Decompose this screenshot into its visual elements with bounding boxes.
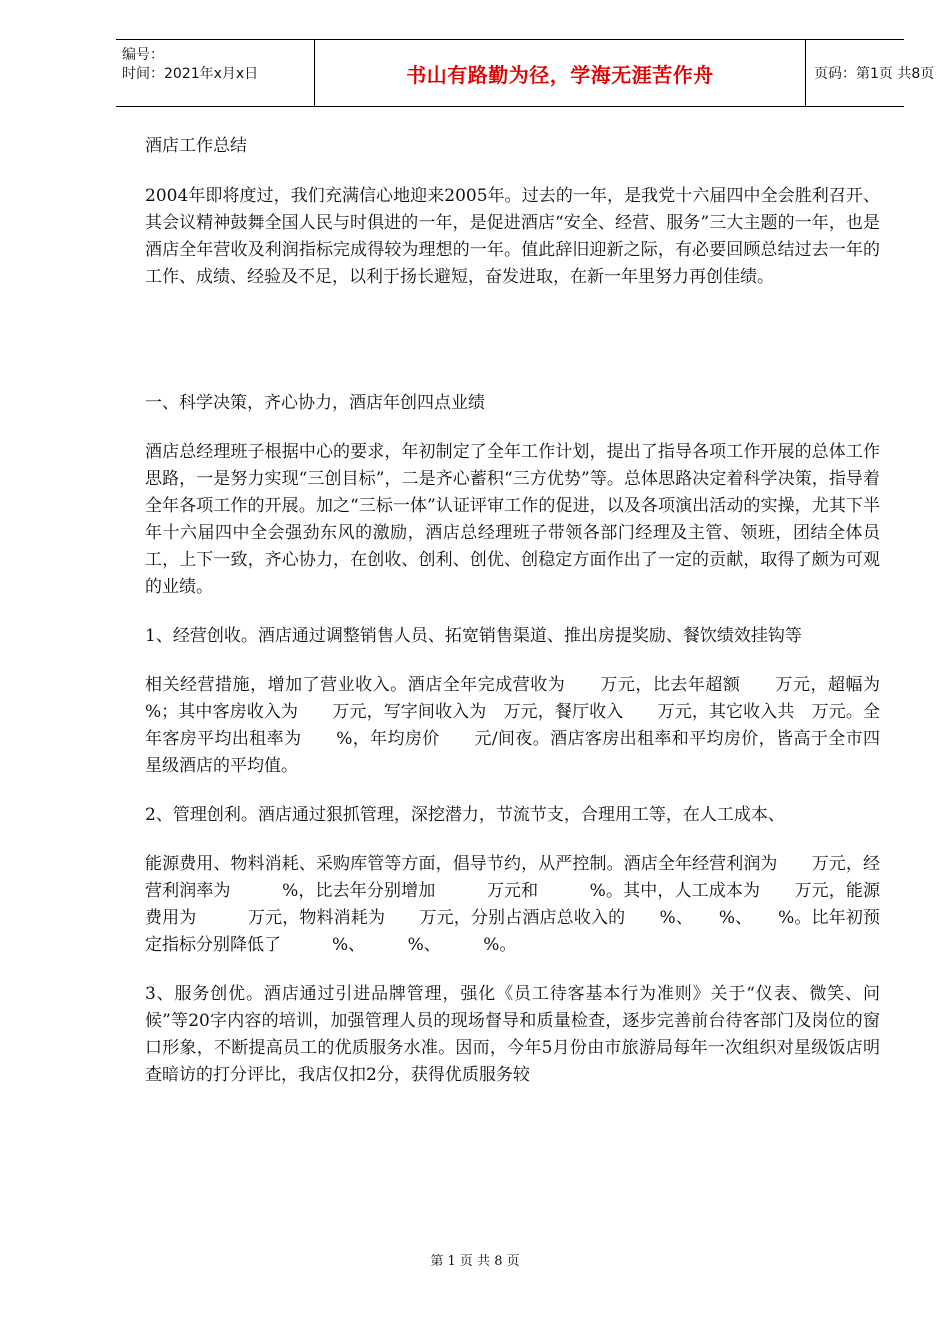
- page-footer: [0, 1250, 950, 1269]
- item1-paragraph: 相关经营措施，增加了营业收入。酒店全年完成营收为 万元，比去年超额 万元，超幅为 %；其中客房收入为 万元，写字间收入为 万元，餐厅收入 万元，其它收入共 万元。全年客房平均出租率为 %，年均房价 元/间夜。酒店客房出租率和平均房价，皆高于全市四星级酒店的平均值。: [145, 675, 897, 776]
- document-body: [145, 133, 897, 1089]
- time-label: 时间：2021年x月x日: [122, 66, 259, 82]
- document-title: 酒店工作总结: [145, 136, 247, 156]
- page-info-text: 页码：第1页 共8页: [814, 66, 935, 82]
- serial-label: 编号：: [122, 47, 164, 63]
- document-header: [116, 39, 935, 107]
- header-motto: 书山有路勤为径，学海无涯苦作舟: [406, 62, 714, 87]
- item2-heading: 2、管理创利。酒店通过狠抓管理，深挖潜力，节流节支，合理用工等，在人工成本、: [145, 805, 785, 825]
- item2-paragraph: 能源费用、物料消耗、采购库管等方面，倡导节约，从严控制。酒店全年经营利润为 万元，经营利润率为 %，比去年分别增加 万元和 %。其中，人工成本为 万元，能源费用为 万元，物料消耗为 万元，分别占酒店总收入的 %、 %、 %。比年初预定指标分别降低了 %、 %、 %。: [145, 854, 880, 955]
- section1-paragraph: 酒店总经理班子根据中心的要求，年初制定了全年工作计划，提出了指导各项工作开展的总体工作思路，一是努力实现“三创目标”，二是齐心蓄积“三方优势”等。总体思路决定着科学决策，指导着全年各项工作的开展。加之“三标一体”认证评审工作的促进，以及各项演出活动的实操，尤其下半年十六届四中全会强劲东风的激励，酒店总经理班子带领各部门经理及主管、领班，团结全体员工，上下一致，齐心协力，在创收、创利、创优、创稳定方面作出了一定的贡献，取得了颇为可观的业绩。: [145, 442, 880, 597]
- header-motto-cell: [314, 40, 806, 106]
- header-meta: [116, 40, 314, 106]
- footer-page-number: 第 1 页 共 8 页: [430, 1254, 520, 1269]
- item1-heading: 1、经营创收。酒店通过调整销售人员、拓宽销售渠道、推出房提奖励、餐饮绩效挂钩等: [145, 626, 802, 646]
- header-page-info: [806, 40, 935, 106]
- section1-title: 一、科学决策，齐心协力，酒店年创四点业绩: [145, 393, 485, 413]
- item3-paragraph: 3、服务创优。酒店通过引进品牌管理，强化《员工待客基本行为准则》关于“仪表、微笑、问候”等20字内容的培训，加强管理人员的现场督导和质量检查，逐步完善前台待客部门及岗位的窗口形象，不断提高员工的优质服务水准。因而，今年5月份由市旅游局每年一次组织对星级饭店明查暗访的打分评比，我店仅扣2分，获得优质服务较: [145, 984, 880, 1085]
- intro-paragraph: 2004年即将度过，我们充满信心地迎来2005年。过去的一年，是我党十六届四中全会胜利召开、其会议精神鼓舞全国人民与时俱进的一年，是促进酒店“安全、经营、服务”三大主题的一年，也是酒店全年营收及利润指标完成得较为理想的一年。值此辞旧迎新之际，有必要回顾总结过去一年的工作、成绩、经验及不足，以利于扬长避短，奋发进取，在新一年里努力再创佳绩。: [145, 186, 880, 287]
